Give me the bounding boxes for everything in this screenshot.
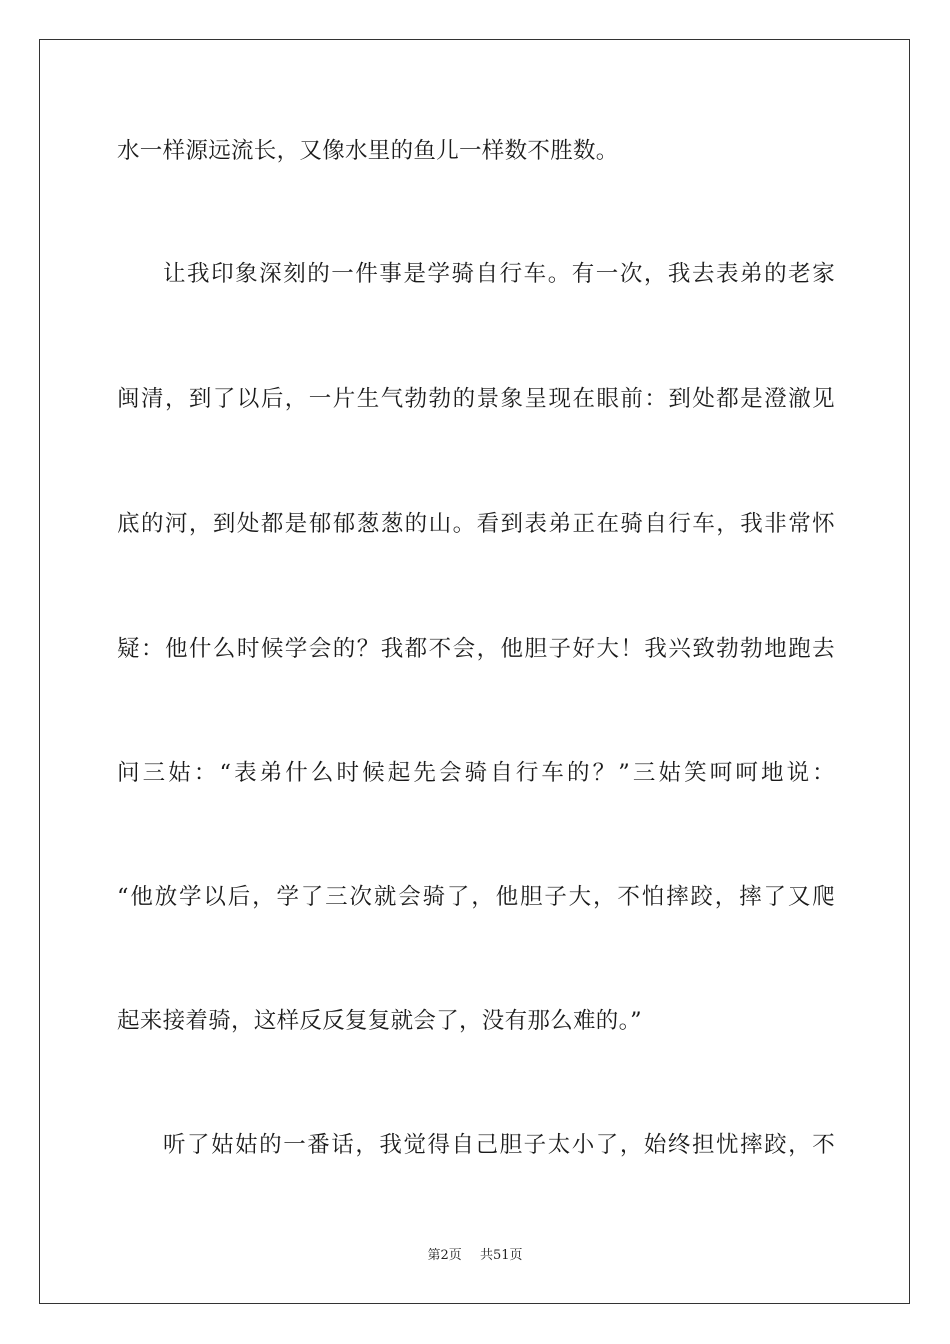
page-footer [0,1247,950,1265]
text-line-7: “他放学以后，学了三次就会骑了，他胆子大，不怕摔跤，摔了又爬 [117,884,835,910]
text-line-6: 问三姑：“表弟什么时候起先会骑自行车的？”三姑笑呵呵地说： [117,760,835,786]
text-line-3: 闽清，到了以后，一片生气勃勃的景象呈现在眼前：到处都是澄澈见 [117,386,835,412]
text-line-5: 疑：他什么时候学会的？我都不会，他胆子好大！我兴致勃勃地跑去 [117,636,835,662]
text-line-1: 水一样源远流长，又像水里的鱼儿一样数不胜数。 [117,138,619,164]
text-line-9: 听了姑姑的一番话，我觉得自己胆子太小了，始终担忧摔跤，不 [163,1132,835,1158]
text-line-4: 底的河，到处都是郁郁葱葱的山。看到表弟正在骑自行车，我非常怀 [117,511,835,537]
text-line-8: 起来接着骑，这样反反复复就会了，没有那么难的。” [117,1008,642,1034]
text-line-2: 让我印象深刻的一件事是学骑自行车。有一次，我去表弟的老家 [163,261,835,287]
total-pages: 共51页 [479,1248,523,1263]
page-border [39,39,910,1304]
page-number: 第2页 [427,1248,462,1263]
